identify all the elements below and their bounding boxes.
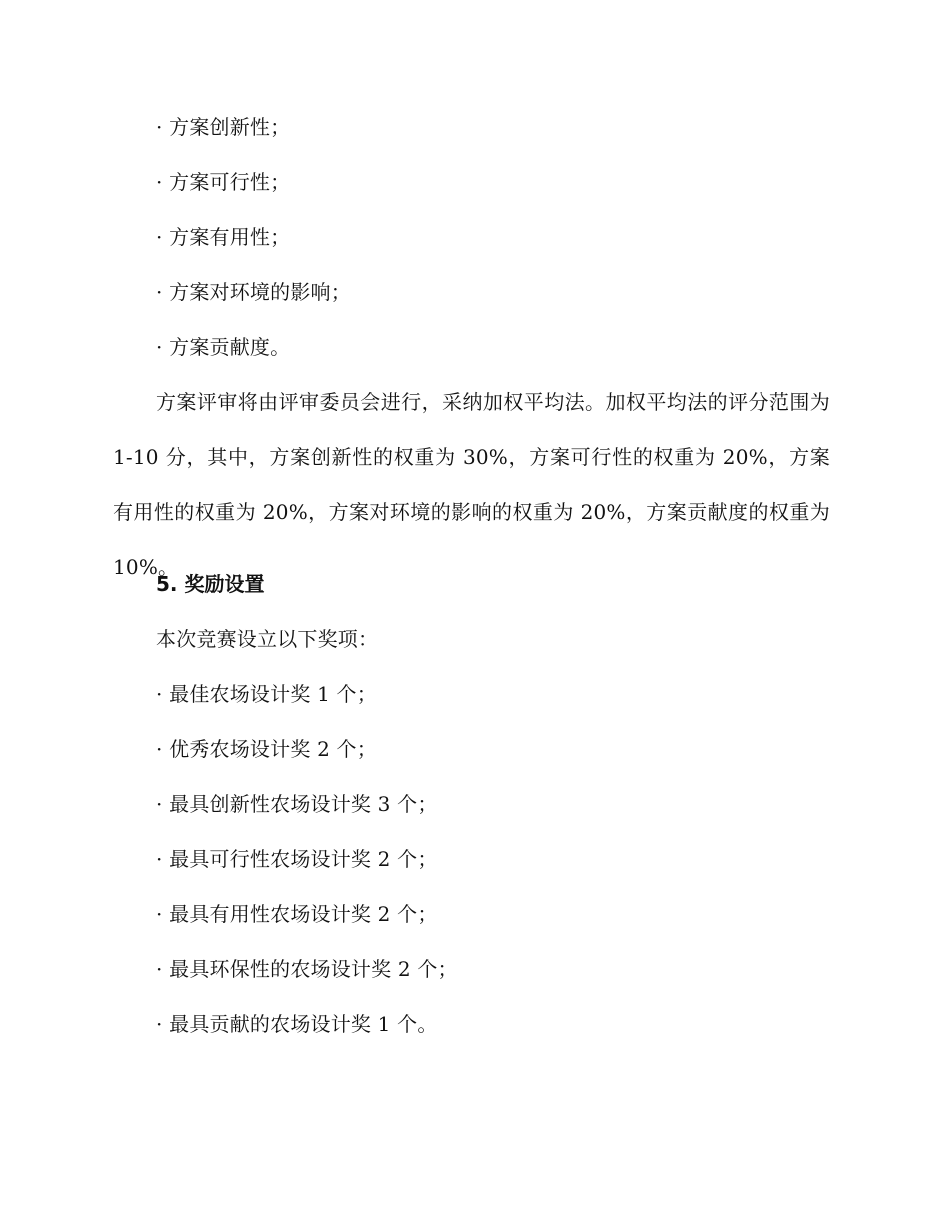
awards-intro: 本次竞赛设立以下奖项： [156, 627, 379, 651]
criteria-item-feasibility: · 方案可行性； [156, 170, 291, 194]
award-item-feasibility: · 最具可行性农场设计奖 2 个； [156, 847, 438, 871]
award-item-best: · 最佳农场设计奖 1 个； [156, 682, 377, 706]
award-item-innovation: · 最具创新性农场设计奖 3 个； [156, 792, 438, 816]
section-heading-awards: 5. 奖励设置 [156, 572, 265, 596]
award-item-contribution: · 最具贡献的农场设计奖 1 个。 [156, 1012, 438, 1036]
award-item-usefulness: · 最具有用性农场设计奖 2 个； [156, 902, 438, 926]
criteria-item-contribution: · 方案贡献度。 [156, 335, 291, 359]
award-item-eco: · 最具环保性的农场设计奖 2 个； [156, 957, 458, 981]
review-paragraph: 方案评审将由评审委员会进行，采纳加权平均法。加权平均法的评分范围为 1-10 分，其中，方案创新性的权重为 30%，方案可行性的权重为 20%，方案有用性的权重为 20%，方案对环境的影响的权重为 20%，方案贡献度的权重为 10%。 [113, 390, 830, 579]
criteria-item-innovation: · 方案创新性； [156, 115, 291, 139]
award-item-excellent: · 优秀农场设计奖 2 个； [156, 737, 377, 761]
criteria-item-environment: · 方案对环境的影响； [156, 280, 351, 304]
criteria-item-usefulness: · 方案有用性； [156, 225, 291, 249]
